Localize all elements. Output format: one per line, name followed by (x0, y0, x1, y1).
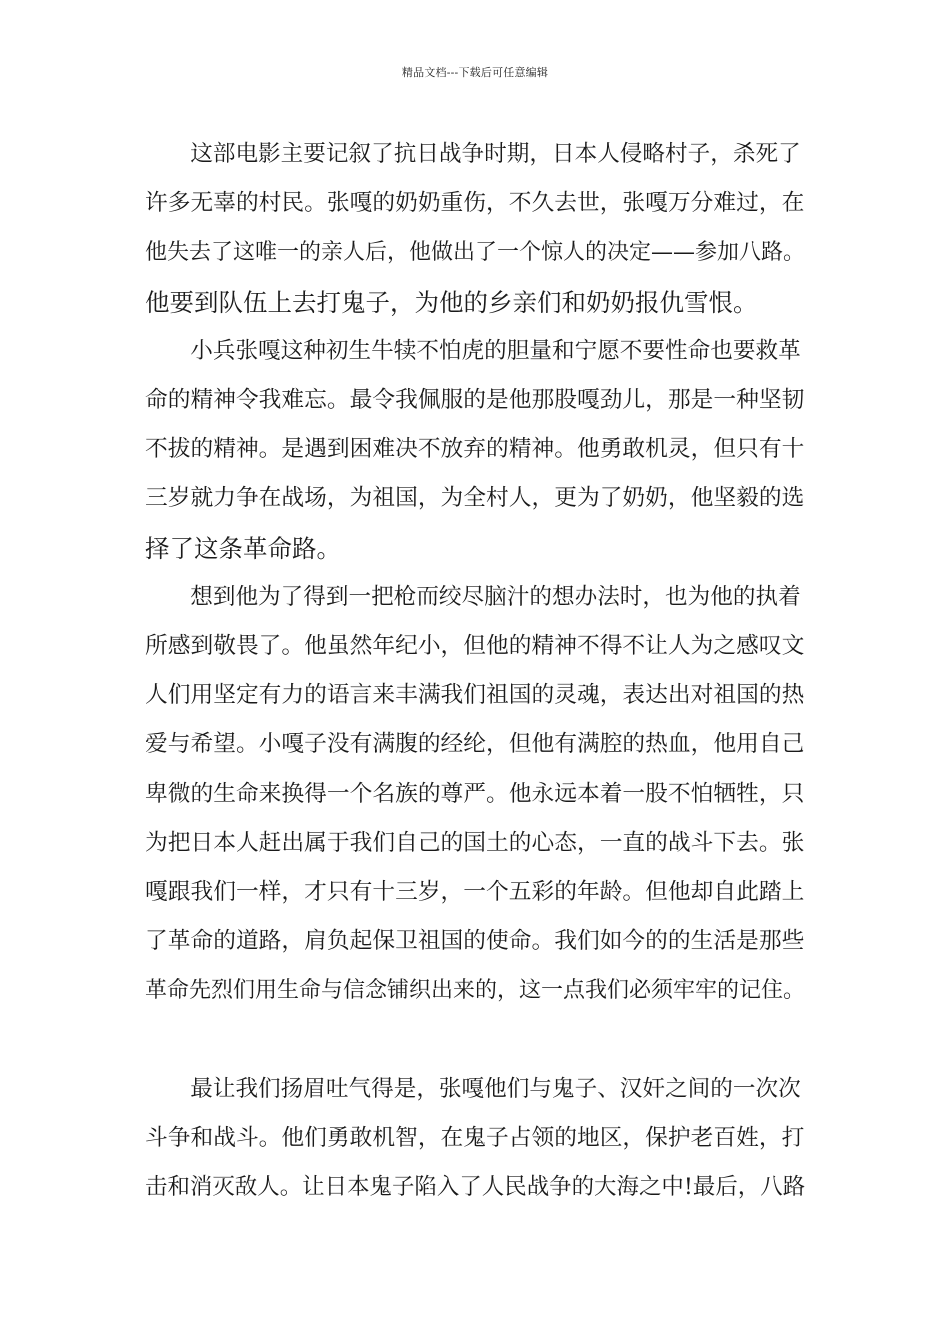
text-line: 爱与希望。小嘎子没有满腹的经纶，但他有满腔的热血，他用自己 (145, 731, 805, 758)
paragraph-spacer (145, 1016, 805, 1065)
text-line: 所感到敬畏了。他虽然年纪小，但他的精神不得不让人为之感叹文 (145, 633, 805, 660)
document-body (145, 130, 805, 1212)
page-header: 精品文档---下载后可任意编辑 (401, 66, 549, 79)
text-line: 人们用坚定有力的语言来丰满我们祖国的灵魂，表达出对祖国的热 (145, 682, 805, 709)
text-line: 小兵张嘎这种初生牛犊不怕虎的胆量和宁愿不要性命也要救革 (190, 337, 801, 364)
text-line: 想到他为了得到一把枪而绞尽脑汁的想办法时，也为他的执着 (190, 583, 801, 610)
paragraph-3 (145, 573, 805, 1016)
paragraph-1 (145, 130, 805, 327)
text-line: 他失去了这唯一的亲人后，他做出了一个惊人的决定——参加八路。 (145, 240, 806, 266)
text-line: 击和消灭敌人。让日本鬼子陷入了人民战争的大海之中!最后，八路 (145, 1174, 806, 1201)
paragraph-4 (145, 1065, 805, 1213)
text-line: 许多无辜的村民。张嘎的奶奶重伤，不久去世，张嘎万分难过，在 (145, 190, 805, 217)
text-line: 这部电影主要记叙了抗日战争时期，日本人侵略村子，杀死了 (190, 141, 801, 167)
text-line: 了革命的道路，肩负起保卫祖国的使命。我们如今的的生活是那些 (145, 928, 805, 955)
text-line: 他要到队伍上去打鬼子，为他的乡亲们和奶奶报仇雪恨。 (145, 287, 758, 317)
text-line: 命的精神令我难忘。最令我佩服的是他那股嘎劲儿，那是一种坚韧 (145, 387, 805, 414)
text-line: 不拔的精神。是遇到困难决不放弃的精神。他勇敢机灵，但只有十 (145, 436, 805, 463)
text-line: 嘎跟我们一样，才只有十三岁，一个五彩的年龄。但他却自此踏上 (145, 879, 805, 906)
text-line: 最让我们扬眉吐气得是，张嘎他们与鬼子、汉奸之间的一次次 (190, 1075, 801, 1102)
text-line: 卑微的生命来换得一个名族的尊严。他永远本着一股不怕牺牲，只 (145, 780, 805, 807)
paragraph-2 (145, 327, 805, 573)
text-line: 为把日本人赶出属于我们自己的国土的心态，一直的战斗下去。张 (145, 829, 805, 856)
text-line: 革命先烈们用生命与信念铺织出来的，这一点我们必须牢牢的记住。 (145, 978, 806, 1004)
text-line: 三岁就力争在战场，为祖国，为全村人，更为了奶奶，他坚毅的选 (145, 485, 805, 512)
text-line: 择了这条革命路。 (145, 533, 341, 563)
text-line: 斗争和战斗。他们勇敢机智，在鬼子占领的地区，保护老百姓，打 (145, 1124, 805, 1151)
